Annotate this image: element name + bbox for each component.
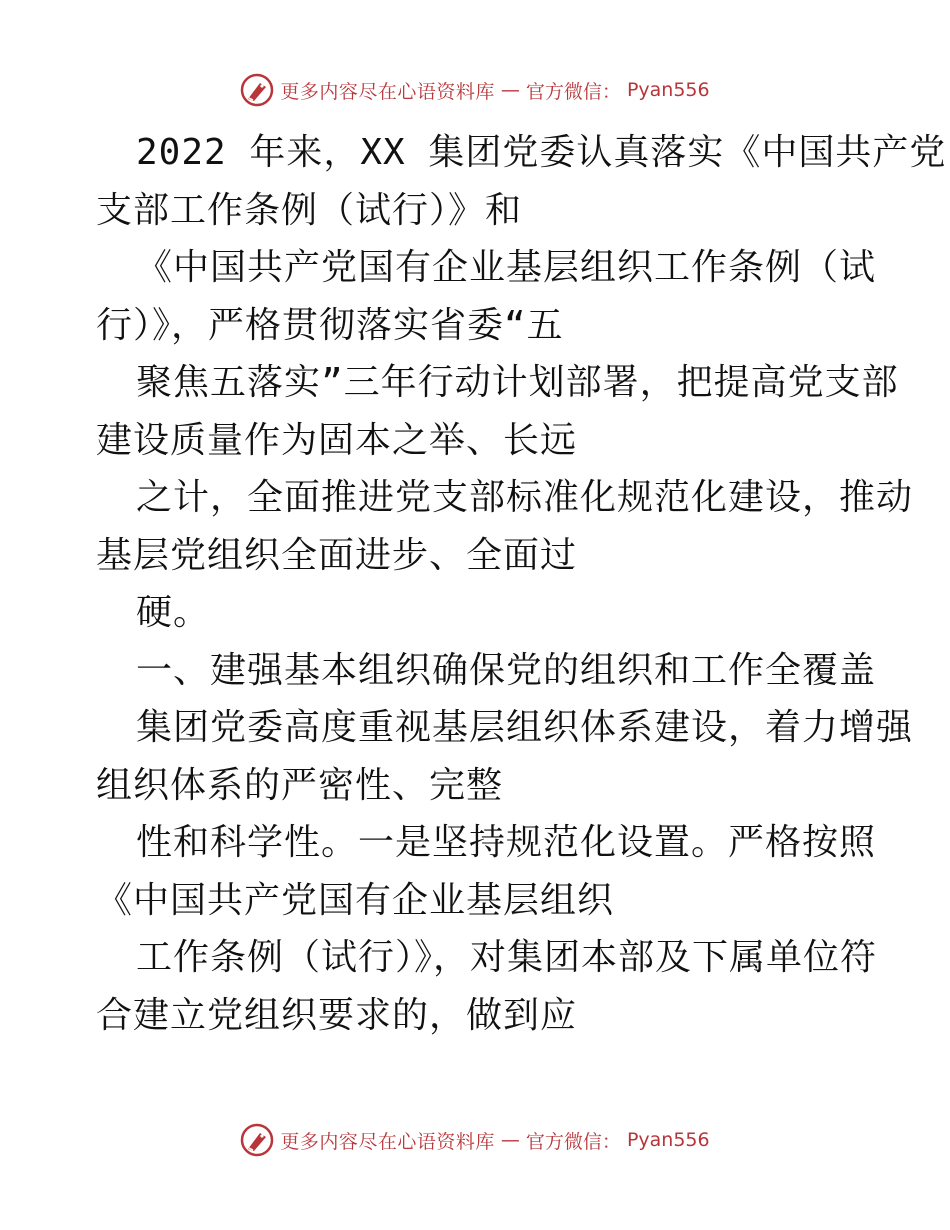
promo-text: 更多内容尽在心语资料库 [280,1130,495,1153]
body-line: 集团党委高度重视基层组织体系建设，着力增强 [136,707,914,748]
pen-nib-circle-icon [240,73,274,107]
body-line: 硬。 [136,592,211,633]
body-line: 《中国共产党国有企业基层组织 [96,879,615,921]
wechat-id: Pyan556 [626,1129,710,1151]
body-line: 性和科学性。一是坚持规范化设置。严格按照 [136,822,877,863]
document-body [96,124,947,1044]
wechat-label: 官方微信： [525,80,621,103]
wechat-id: Pyan556 [626,79,710,101]
body-line: 组织体系的严密性、完整 [96,764,504,806]
section-heading: 一、建强基本组织确保党的组织和工作全覆盖 [136,649,877,691]
promo-text: 更多内容尽在心语资料库 [280,80,495,103]
body-line: 之计，全面推进党支部标准化规范化建设，推动 [136,477,914,518]
body-line: 合建立党组织要求的，做到应 [96,994,578,1036]
body-line: 支部工作条例（试行）》和 [96,189,523,231]
footer-watermark [0,1120,950,1160]
separator: — [500,79,520,101]
header-watermark [0,70,950,110]
body-line: 建设质量作为固本之举、长远 [96,419,578,461]
pen-nib-circle-icon [240,1123,274,1157]
body-line: 聚焦五落实”三年行动计划部署，把提高党支部 [136,362,899,403]
wechat-label: 官方微信： [525,1130,621,1153]
body-line: 2022 年来，XX 集团党委认真落实《中国共产党 [136,132,947,173]
separator: — [500,1129,520,1151]
body-line: 工作条例（试行）》，对集团本部及下属单位符 [136,937,878,978]
body-line: 《中国共产党国有企业基层组织工作条例（试 [136,247,877,288]
body-line: 行）》，严格贯彻落实省委“五 [96,304,564,346]
body-line: 基层党组织全面进步、全面过 [96,534,578,576]
